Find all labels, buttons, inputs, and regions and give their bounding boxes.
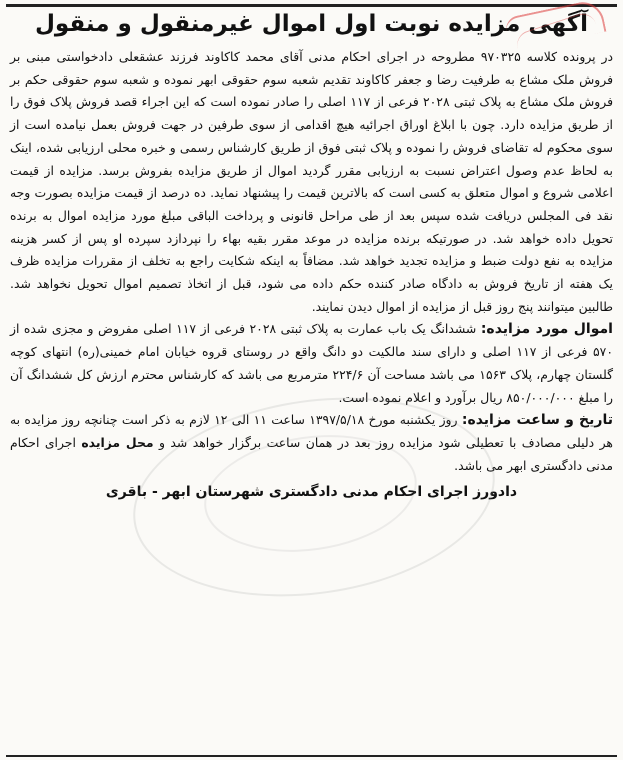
place-label: محل مزایده: [81, 434, 154, 450]
property-label: اموال مورد مزایده:: [480, 321, 613, 338]
property-section: [10, 318, 613, 409]
schedule-text-after: اجرای احکام مدنی دادگستری ابهر می باشد.: [10, 434, 613, 473]
notice-title: آگهی مزایده نوبت اول اموال غیرمنقول و منقول: [34, 11, 589, 37]
bottom-border: [6, 755, 617, 757]
notice-intro: در پرونده کلاسه ۹۷۰۳۲۵ مطروحه در اجرای احکام مدنی آقای محمد کاکاوند فرزند عشقعلی دادخواستی مبنی بر فروش ملک مشاع به طرفیت رضا و جعفر کاکاوند تقدیم شعبه سوم حقوقی ابهر نموده و شعبه سوم حقوقی حکم بر فروش ملک مشاع به پلاک ثبتی ۲۰۲۸ فرعی از ۱۱۷ اصلی را صادر نموده است که این اجراء قصد فروش پلاک فوق را از طریق مزایده دارد. چون با ابلاغ اوراق اجرائیه هیچ اقدامی از سوی طرفین در جهت فروش بعمل نیامده است از سوی محکوم له تقاضای فروش را نموده و پلاک ثبتی فوق از طریق کارشناس رسمی و خبره محلی ارزیابی شده، اینک به لحاظ عدم وصول اعتراض نسبت به ارزیابی مقرر گردید اموال از طریق مزایده بفروش برسد. مزایده از قیمت اعلامی شروع و اموال متعلق به کسی است که بالاترین قیمت را پیشنهاد نماید. ده درصد از قیمت مزایده بصورت وجه نقد فی المجلس دریافت شده سپس بعد از طی مراحل قانونی و پرداخت الباقی مبلغ مورد مزایده اموال به برنده تحویل داده خواهد شد. در صورتیکه برنده مزایده در موعد مقرر بقیه بهاء را نپردازد سپرده او پس از کسر هزینه مزایده به نفع دولت ضبط و مزایده تجدید خواهد شد. مضافاً به اینکه شکایت راجع به تخلف از مقررات مزایده ظرف یک هفته از تاریخ فروش به دادگاه صادر کننده حکم داده می شود، قبل از اتخاذ تصمیم اموال تحویل نخواهد شد. طالبین میتوانند پنج روز قبل از مزایده از اموال دیدن نمایند.: [10, 49, 613, 314]
property-text: ششدانگ یک باب عمارت به پلاک ثبتی ۲۰۲۸ فرعی از ۱۱۷ اصلی مفروض و مجزی شده از ۵۷۰ فرعی از ۱۱۷ اصلی و دارای سند مالکیت دو دانگ واقع در روستای قروه خیابان امام خمینی(ره) انتهای کوچه گلستان چهارم، پلاک ۱۵۶۳ می باشد مساحت آن ۲۲۴/۶ مترمربع می باشد که کارشناس محترم ارزش کل ششدانگ آن را مبلغ ۸۵۰/۰۰۰/۰۰۰ ریال برآورد و اعلام نموده است.: [10, 321, 613, 405]
schedule-section: [10, 409, 613, 477]
top-border: [6, 4, 617, 7]
signature-line: دادورز اجرای احکام مدنی دادگستری شهرستان ابهر - باقری: [105, 484, 518, 501]
schedule-text-before: روز یکشنبه مورخ ۱۳۹۷/۵/۱۸ ساعت ۱۱ الی ۱۲ لازم به ذکر است چنانچه روز مزایده به هر دلیلی مصادف با تعطیلی شود مزایده روز بعد در همان ساعت برگزار خواهد شد و: [10, 412, 613, 450]
schedule-label: تاریخ و ساعت مزایده:: [461, 412, 613, 429]
